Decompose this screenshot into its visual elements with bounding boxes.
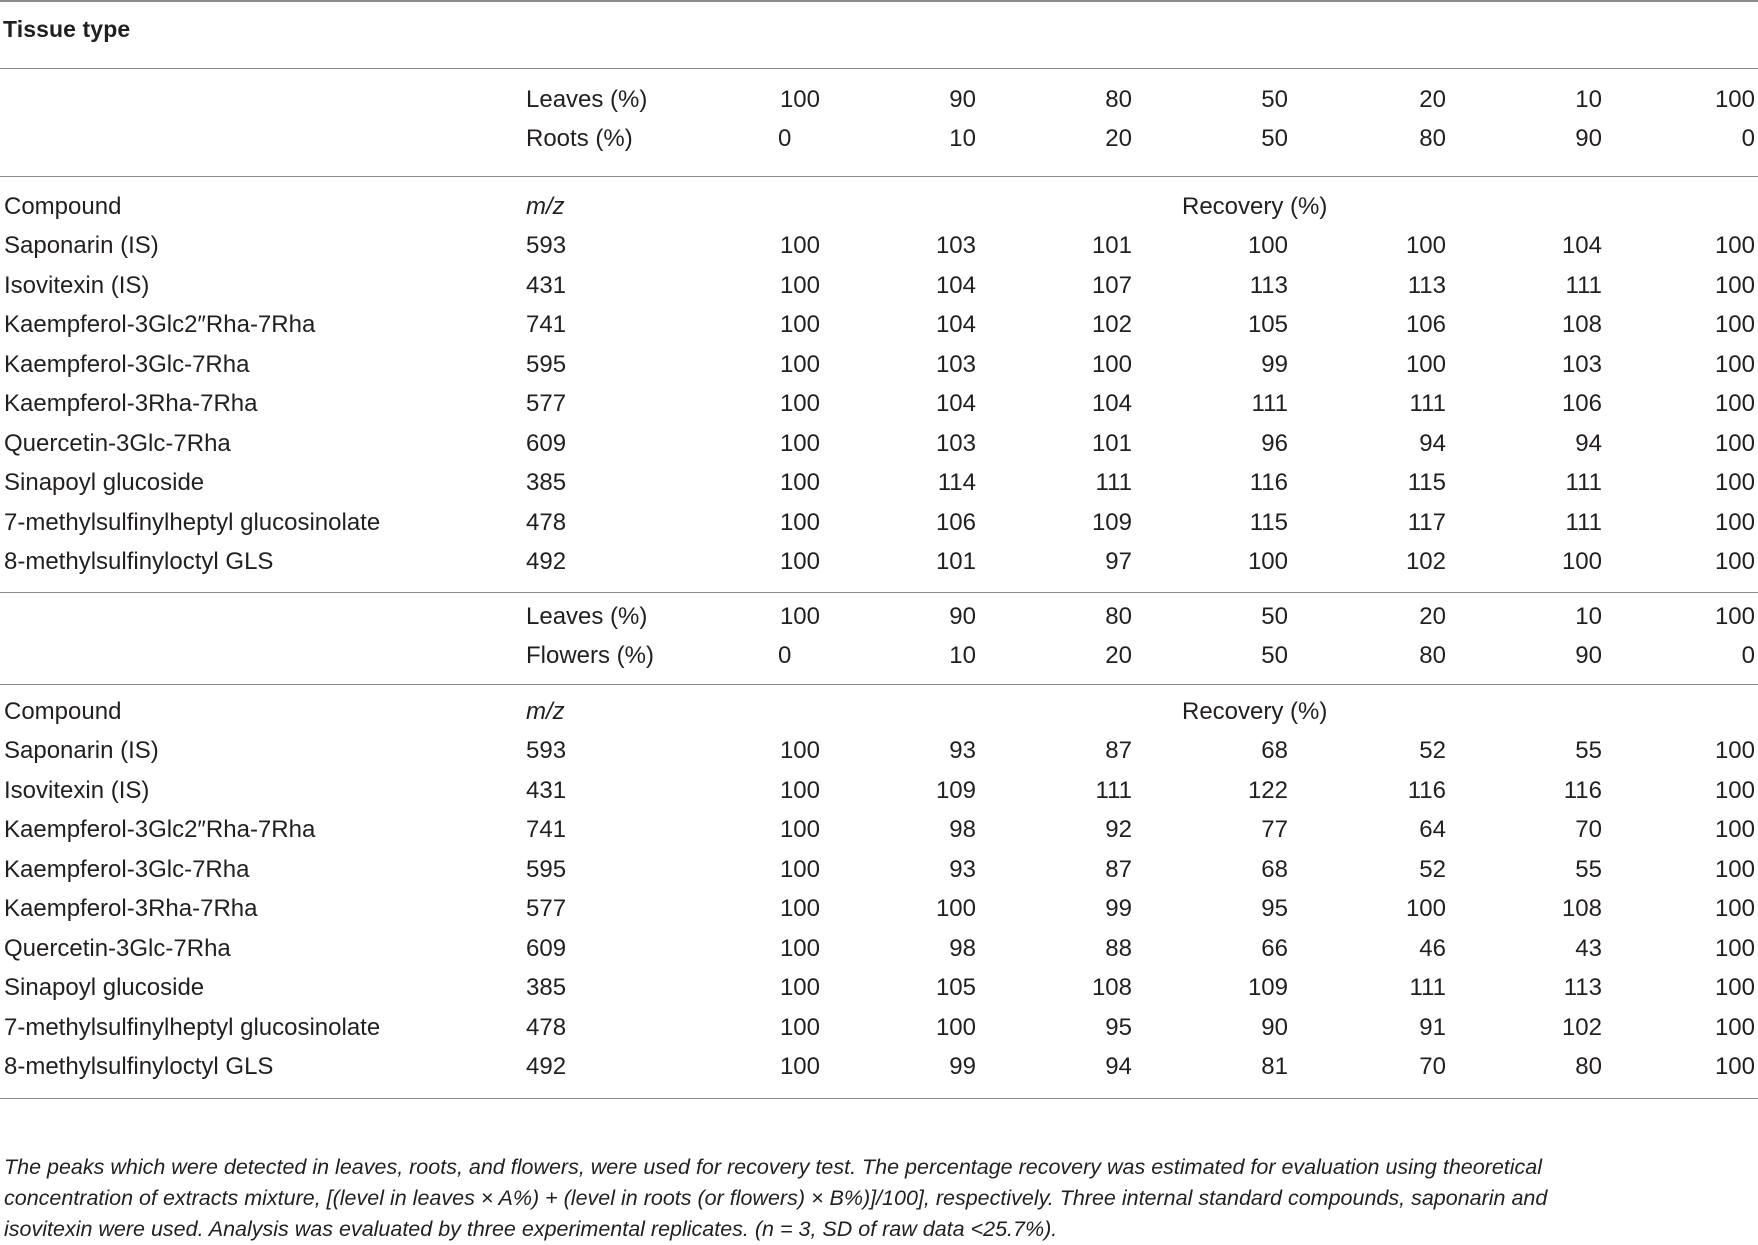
recovery-value: 100 — [1405, 350, 1446, 378]
mix-ratio-value: 90 — [949, 86, 976, 113]
recovery-value: 106 — [1561, 390, 1602, 417]
mz-column-header: m/z — [526, 193, 565, 220]
recovery-value: 68 — [1261, 737, 1288, 764]
mz-value: 385 — [526, 974, 567, 1001]
recovery-value: 100 — [1714, 548, 1755, 575]
recovery-value: 100 — [779, 934, 820, 962]
compound-name: Sinapoyl glucoside — [4, 469, 205, 496]
table-row — [0, 424, 1758, 464]
roots-mix-rule — [0, 176, 1758, 177]
mz-value: 492 — [526, 548, 567, 575]
recovery-value: 92 — [1105, 816, 1132, 843]
recovery-value: 100 — [935, 895, 976, 922]
mz-value: 577 — [526, 390, 567, 417]
mz-value: 431 — [526, 271, 567, 299]
recovery-value: 122 — [1247, 776, 1288, 804]
mix-ratio-value: 20 — [1419, 603, 1446, 630]
recovery-value: 109 — [935, 776, 976, 804]
mz-value: 593 — [526, 737, 567, 764]
recovery-value: 100 — [1714, 934, 1755, 962]
recovery-column-header: Recovery (%) — [1182, 193, 1328, 220]
recovery-value: 109 — [1247, 974, 1288, 1001]
compound-name: Isovitexin (IS) — [4, 271, 150, 299]
mz-value: 577 — [526, 895, 567, 922]
recovery-value: 100 — [1247, 232, 1288, 259]
mix-ratio-value: 10 — [949, 642, 976, 669]
table-bottom-rule — [0, 1098, 1758, 1099]
recovery-value: 99 — [949, 1053, 976, 1080]
recovery-value: 80 — [1575, 1053, 1602, 1080]
recovery-value: 103 — [935, 232, 976, 259]
mix-ratio-value: 0 — [1741, 125, 1755, 152]
recovery-value: 100 — [1405, 232, 1446, 259]
recovery-value: 103 — [1561, 350, 1602, 378]
recovery-value: 96 — [1261, 429, 1288, 457]
compound-column-header: Compound — [4, 698, 122, 725]
recovery-value: 70 — [1419, 1053, 1446, 1080]
mix-ratio-value: 50 — [1261, 642, 1288, 669]
mix-ratio-value: 50 — [1261, 603, 1288, 630]
recovery-value: 98 — [949, 934, 976, 962]
recovery-value: 115 — [1407, 469, 1446, 496]
recovery-value: 100 — [779, 271, 820, 299]
mix-ratio-value: 100 — [1714, 86, 1755, 113]
recovery-value: 115 — [1249, 508, 1288, 536]
recovery-value: 111 — [1565, 469, 1602, 496]
compound-name: Quercetin-3Glc-7Rha — [4, 429, 231, 457]
recovery-value: 94 — [1419, 429, 1446, 457]
compound-column-header: Compound — [4, 193, 122, 220]
recovery-value: 88 — [1105, 934, 1132, 962]
table-row — [0, 542, 1758, 582]
compound-name: Kaempferol-3Glc-7Rha — [4, 855, 250, 883]
mz-value: 609 — [526, 429, 567, 457]
table-row — [0, 889, 1758, 929]
recovery-value: 43 — [1575, 934, 1602, 962]
recovery-value: 100 — [779, 311, 820, 338]
recovery-value: 93 — [949, 737, 976, 764]
recovery-value: 100 — [779, 816, 820, 843]
recovery-value: 100 — [779, 855, 820, 883]
mix-ratio-value: 90 — [1575, 125, 1602, 152]
recovery-value: 100 — [1714, 737, 1755, 764]
recovery-value: 111 — [1409, 974, 1446, 1001]
recovery-value: 102 — [1405, 548, 1446, 575]
recovery-value: 87 — [1105, 737, 1132, 764]
recovery-value: 100 — [1714, 350, 1755, 378]
recovery-value: 101 — [1091, 232, 1132, 259]
mix-ratio-value: 20 — [1105, 642, 1132, 669]
recovery-value: 100 — [1714, 974, 1755, 1001]
recovery-value: 111 — [1095, 469, 1132, 496]
compound-name: Sinapoyl glucoside — [4, 974, 205, 1001]
recovery-value: 105 — [1247, 311, 1288, 338]
recovery-value: 105 — [935, 974, 976, 1001]
recovery-value: 99 — [1105, 895, 1132, 922]
recovery-value: 101 — [1091, 429, 1132, 457]
footnote-line: concentration of extracts mixture, [(level in leaves × A%) + (level in roots (or flowers) × B%)]/100], respectively. Three internal standard compounds, saponarin and — [4, 1186, 1548, 1210]
recovery-value: 100 — [779, 1053, 820, 1080]
recovery-value: 98 — [949, 816, 976, 843]
table-row — [0, 384, 1758, 424]
recovery-value: 77 — [1261, 816, 1288, 843]
recovery-value: 100 — [1405, 895, 1446, 922]
mix-ratio-value: 90 — [1575, 642, 1602, 669]
mix-ratio-value: 0 — [1741, 642, 1755, 669]
recovery-value: 100 — [779, 776, 820, 804]
recovery-value: 95 — [1105, 1013, 1132, 1041]
mix-ratio-value: 0 — [778, 125, 792, 152]
recovery-value: 91 — [1419, 1013, 1446, 1041]
recovery-value: 108 — [1561, 311, 1602, 338]
recovery-value: 100 — [1714, 1053, 1755, 1080]
recovery-value: 70 — [1575, 816, 1602, 843]
table-row — [0, 929, 1758, 969]
compound-name: Isovitexin (IS) — [4, 776, 150, 804]
mix-ratio-value: 20 — [1419, 86, 1446, 113]
mix-ratio-value: 10 — [949, 125, 976, 152]
column-header-row — [0, 187, 1758, 227]
mix-ratio-row — [0, 80, 1758, 120]
mz-value: 741 — [526, 311, 567, 338]
mix-ratio-label: Roots (%) — [526, 125, 633, 152]
table-row — [0, 810, 1758, 850]
mix-ratio-row — [0, 636, 1758, 676]
compound-name: Saponarin (IS) — [4, 232, 159, 259]
recovery-value: 100 — [1714, 776, 1755, 804]
recovery-value: 100 — [1714, 390, 1755, 417]
recovery-value: 100 — [1714, 271, 1755, 299]
recovery-value: 64 — [1419, 816, 1446, 843]
recovery-value: 111 — [1095, 776, 1132, 804]
recovery-value: 106 — [935, 508, 976, 536]
compound-name: Saponarin (IS) — [4, 737, 159, 764]
mz-value: 609 — [526, 934, 567, 962]
mix-ratio-value: 80 — [1105, 603, 1132, 630]
recovery-value: 52 — [1419, 855, 1446, 883]
recovery-value: 103 — [935, 429, 976, 457]
recovery-value: 100 — [1714, 1013, 1755, 1041]
recovery-value: 117 — [1407, 508, 1446, 536]
mz-value: 593 — [526, 232, 567, 259]
mz-value: 595 — [526, 855, 567, 883]
recovery-value: 107 — [1091, 271, 1132, 299]
table-row — [0, 345, 1758, 385]
recovery-value: 111 — [1565, 271, 1602, 299]
mix-ratio-label: Flowers (%) — [526, 642, 655, 669]
mix-ratio-value: 100 — [779, 603, 820, 630]
recovery-value: 66 — [1261, 934, 1288, 962]
recovery-value: 100 — [1714, 508, 1755, 536]
recovery-column-header: Recovery (%) — [1182, 698, 1328, 725]
mix-ratio-value: 80 — [1419, 642, 1446, 669]
recovery-value: 55 — [1575, 855, 1602, 883]
recovery-value: 116 — [1249, 469, 1288, 496]
recovery-value: 90 — [1261, 1013, 1288, 1041]
recovery-value: 100 — [779, 548, 820, 575]
recovery-value: 116 — [1407, 776, 1446, 804]
recovery-value: 106 — [1405, 311, 1446, 338]
mz-value: 595 — [526, 350, 567, 378]
recovery-value: 113 — [1407, 271, 1446, 299]
recovery-value: 81 — [1261, 1053, 1288, 1080]
recovery-value: 104 — [1091, 390, 1132, 417]
column-header-row — [0, 692, 1758, 732]
mz-value: 478 — [526, 1013, 567, 1041]
mix-ratio-value: 20 — [1105, 125, 1132, 152]
table-row — [0, 226, 1758, 266]
table-footnote — [4, 1152, 1749, 1245]
mix-ratio-value: 80 — [1419, 125, 1446, 152]
recovery-value: 101 — [935, 548, 976, 575]
recovery-value: 108 — [1091, 974, 1132, 1001]
mz-value: 492 — [526, 1053, 567, 1080]
compound-name: 7-methylsulfinylheptyl glucosinolate — [4, 508, 381, 536]
recovery-value: 100 — [1714, 232, 1755, 259]
recovery-value: 46 — [1419, 934, 1446, 962]
recovery-value: 111 — [1409, 390, 1446, 417]
mix-ratio-value: 100 — [1714, 603, 1755, 630]
table-top-rule — [0, 0, 1758, 2]
recovery-value: 94 — [1575, 429, 1602, 457]
recovery-value: 93 — [949, 855, 976, 883]
recovery-value: 100 — [779, 232, 820, 259]
recovery-value: 100 — [1714, 855, 1755, 883]
recovery-value: 100 — [1714, 429, 1755, 457]
table-row — [0, 305, 1758, 345]
mix-ratio-row — [0, 597, 1758, 637]
recovery-value: 111 — [1565, 508, 1602, 536]
table-row — [0, 1047, 1758, 1087]
title-rule — [0, 68, 1758, 69]
compound-name: Kaempferol-3Glc-7Rha — [4, 350, 250, 378]
recovery-value: 100 — [779, 508, 820, 536]
recovery-value: 52 — [1419, 737, 1446, 764]
recovery-value: 100 — [1247, 548, 1288, 575]
mix-ratio-row — [0, 119, 1758, 159]
recovery-value: 104 — [1561, 232, 1602, 259]
mz-value: 385 — [526, 469, 567, 496]
mix-ratio-value: 10 — [1575, 603, 1602, 630]
recovery-value: 100 — [1561, 548, 1602, 575]
section-divider-rule — [0, 592, 1758, 593]
recovery-value: 113 — [1563, 974, 1602, 1001]
compound-name: Quercetin-3Glc-7Rha — [4, 934, 231, 962]
recovery-value: 100 — [779, 974, 820, 1001]
flowers-mix-rule — [0, 684, 1758, 685]
table-row — [0, 731, 1758, 771]
mix-ratio-value: 10 — [1575, 86, 1602, 113]
compound-name: 8-methylsulfinyloctyl GLS — [4, 548, 274, 575]
recovery-value: 68 — [1261, 855, 1288, 883]
mix-ratio-value: 80 — [1105, 86, 1132, 113]
recovery-value: 108 — [1561, 895, 1602, 922]
recovery-value: 100 — [779, 429, 820, 457]
recovery-value: 102 — [1561, 1013, 1602, 1041]
recovery-value: 100 — [779, 895, 820, 922]
recovery-value: 95 — [1261, 895, 1288, 922]
recovery-value: 102 — [1091, 311, 1132, 338]
footnote-line: The peaks which were detected in leaves, roots, and flowers, were used for recovery test. The percentage recovery was estimated for evaluation using theoretical — [4, 1155, 1543, 1179]
table-row — [0, 266, 1758, 306]
recovery-value: 97 — [1105, 548, 1132, 575]
compound-name: Kaempferol-3Glc2″Rha-7Rha — [4, 311, 316, 338]
table-title: Tissue type — [3, 16, 131, 42]
recovery-value: 100 — [779, 1013, 820, 1041]
compound-name: Kaempferol-3Rha-7Rha — [4, 390, 258, 417]
recovery-value: 100 — [935, 1013, 976, 1041]
mix-ratio-value: 50 — [1261, 86, 1288, 113]
recovery-value: 100 — [1714, 816, 1755, 843]
compound-name: Kaempferol-3Glc2″Rha-7Rha — [4, 816, 316, 843]
recovery-value: 114 — [937, 469, 976, 496]
recovery-value: 94 — [1105, 1053, 1132, 1080]
mix-ratio-value: 50 — [1261, 125, 1288, 152]
mix-ratio-label: Leaves (%) — [526, 86, 648, 113]
recovery-value: 100 — [779, 469, 820, 496]
recovery-value: 100 — [779, 737, 820, 764]
compound-name: Kaempferol-3Rha-7Rha — [4, 895, 258, 922]
mix-ratio-label: Leaves (%) — [526, 603, 648, 630]
recovery-value: 109 — [1091, 508, 1132, 536]
table-row — [0, 968, 1758, 1008]
mix-ratio-value: 0 — [778, 642, 792, 669]
table-row — [0, 850, 1758, 890]
compound-name: 7-methylsulfinylheptyl glucosinolate — [4, 1013, 381, 1041]
recovery-value: 100 — [779, 390, 820, 417]
mz-column-header: m/z — [526, 698, 565, 725]
table-row — [0, 503, 1758, 543]
recovery-value: 104 — [935, 271, 976, 299]
recovery-value: 87 — [1105, 855, 1132, 883]
recovery-value: 111 — [1251, 390, 1288, 417]
recovery-value: 103 — [935, 350, 976, 378]
mix-ratio-value: 90 — [949, 603, 976, 630]
recovery-value: 104 — [935, 390, 976, 417]
recovery-value: 100 — [1714, 311, 1755, 338]
mz-value: 741 — [526, 816, 567, 843]
mz-value: 478 — [526, 508, 567, 536]
recovery-value: 113 — [1249, 271, 1288, 299]
mz-value: 431 — [526, 776, 567, 804]
table-row — [0, 463, 1758, 503]
table-row — [0, 771, 1758, 811]
recovery-value: 104 — [935, 311, 976, 338]
recovery-value: 99 — [1261, 350, 1288, 378]
footnote-line: isovitexin were used. Analysis was evaluated by three experimental replicates. (n = 3, SD of raw data <25.7%). — [4, 1217, 1058, 1241]
recovery-value: 100 — [1714, 469, 1755, 496]
recovery-value: 100 — [779, 350, 820, 378]
recovery-value: 55 — [1575, 737, 1602, 764]
compound-name: 8-methylsulfinyloctyl GLS — [4, 1053, 274, 1080]
recovery-value: 100 — [1091, 350, 1132, 378]
mix-ratio-value: 100 — [779, 86, 820, 113]
recovery-value: 116 — [1563, 776, 1602, 804]
recovery-value: 100 — [1714, 895, 1755, 922]
table-row — [0, 1008, 1758, 1048]
